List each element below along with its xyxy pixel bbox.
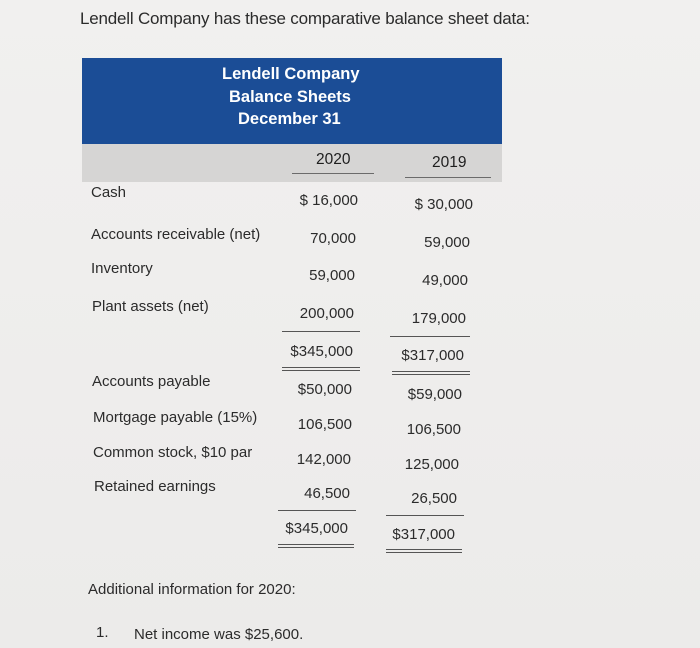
- row-label-plant-assets: Plant assets (net): [92, 298, 209, 315]
- plant-assets-2019: 179,000: [411, 310, 466, 327]
- row-label-retained-earnings: Retained earnings: [94, 478, 216, 495]
- total-liabilities-double-rule-2019: [386, 549, 462, 553]
- year-2019-underline: [405, 177, 491, 178]
- accounts-payable-2019: $59,000: [407, 386, 462, 403]
- year-2020-underline: [292, 173, 374, 174]
- cash-2020: $ 16,000: [299, 192, 358, 209]
- row-label-accounts-receivable: Accounts receivable (net): [91, 226, 261, 243]
- additional-info-heading: Additional information for 2020:: [88, 581, 296, 598]
- total-liabilities-double-rule-2020: [278, 544, 354, 548]
- common-stock-2019: 125,000: [404, 456, 459, 473]
- additional-item-text: Net income was $25,600.: [134, 626, 304, 643]
- retained-earnings-2019: 26,500: [411, 490, 457, 507]
- additional-item-number: 1.: [96, 624, 109, 641]
- liabilities-subtotal-rule-2020: [278, 510, 356, 511]
- total-liabilities-equity-2019: $317,000: [392, 526, 455, 543]
- inventory-2019: 49,000: [422, 272, 468, 289]
- row-label-mortgage-payable: Mortgage payable (15%): [93, 409, 258, 426]
- accounts-receivable-2020: 70,000: [310, 230, 356, 247]
- intro-text: Lendell Company has these comparative balance sheet data:: [80, 9, 530, 28]
- company-name: Lendell Company: [222, 65, 360, 83]
- total-assets-2020: $345,000: [290, 343, 353, 360]
- row-label-inventory: Inventory: [91, 260, 153, 277]
- year-2020-heading: 2020: [316, 151, 351, 168]
- row-label-cash: Cash: [91, 184, 127, 201]
- retained-earnings-2020: 46,500: [304, 485, 350, 502]
- mortgage-payable-2019: 106,500: [406, 421, 461, 438]
- mortgage-payable-2020: 106,500: [297, 416, 352, 433]
- year-2019-heading: 2019: [432, 154, 467, 171]
- total-assets-double-rule-2020: [282, 367, 360, 371]
- total-assets-double-rule-2019: [392, 371, 470, 375]
- accounts-payable-2020: $50,000: [297, 381, 352, 398]
- statement-title: Balance Sheets: [229, 88, 351, 106]
- assets-subtotal-rule-2019: [390, 336, 470, 337]
- statement-header: [82, 58, 502, 144]
- row-label-common-stock: Common stock, $10 par: [93, 444, 253, 461]
- total-liabilities-equity-2020: $345,000: [285, 520, 348, 537]
- statement-date: December 31: [238, 110, 341, 128]
- assets-subtotal-rule-2020: [282, 331, 360, 332]
- accounts-receivable-2019: 59,000: [424, 234, 470, 251]
- cash-2019: $ 30,000: [414, 196, 473, 213]
- plant-assets-2020: 200,000: [299, 305, 354, 322]
- row-label-accounts-payable: Accounts payable: [92, 373, 211, 390]
- inventory-2020: 59,000: [309, 267, 355, 284]
- common-stock-2020: 142,000: [296, 451, 351, 468]
- liabilities-subtotal-rule-2019: [386, 515, 464, 516]
- total-assets-2019: $317,000: [401, 347, 464, 364]
